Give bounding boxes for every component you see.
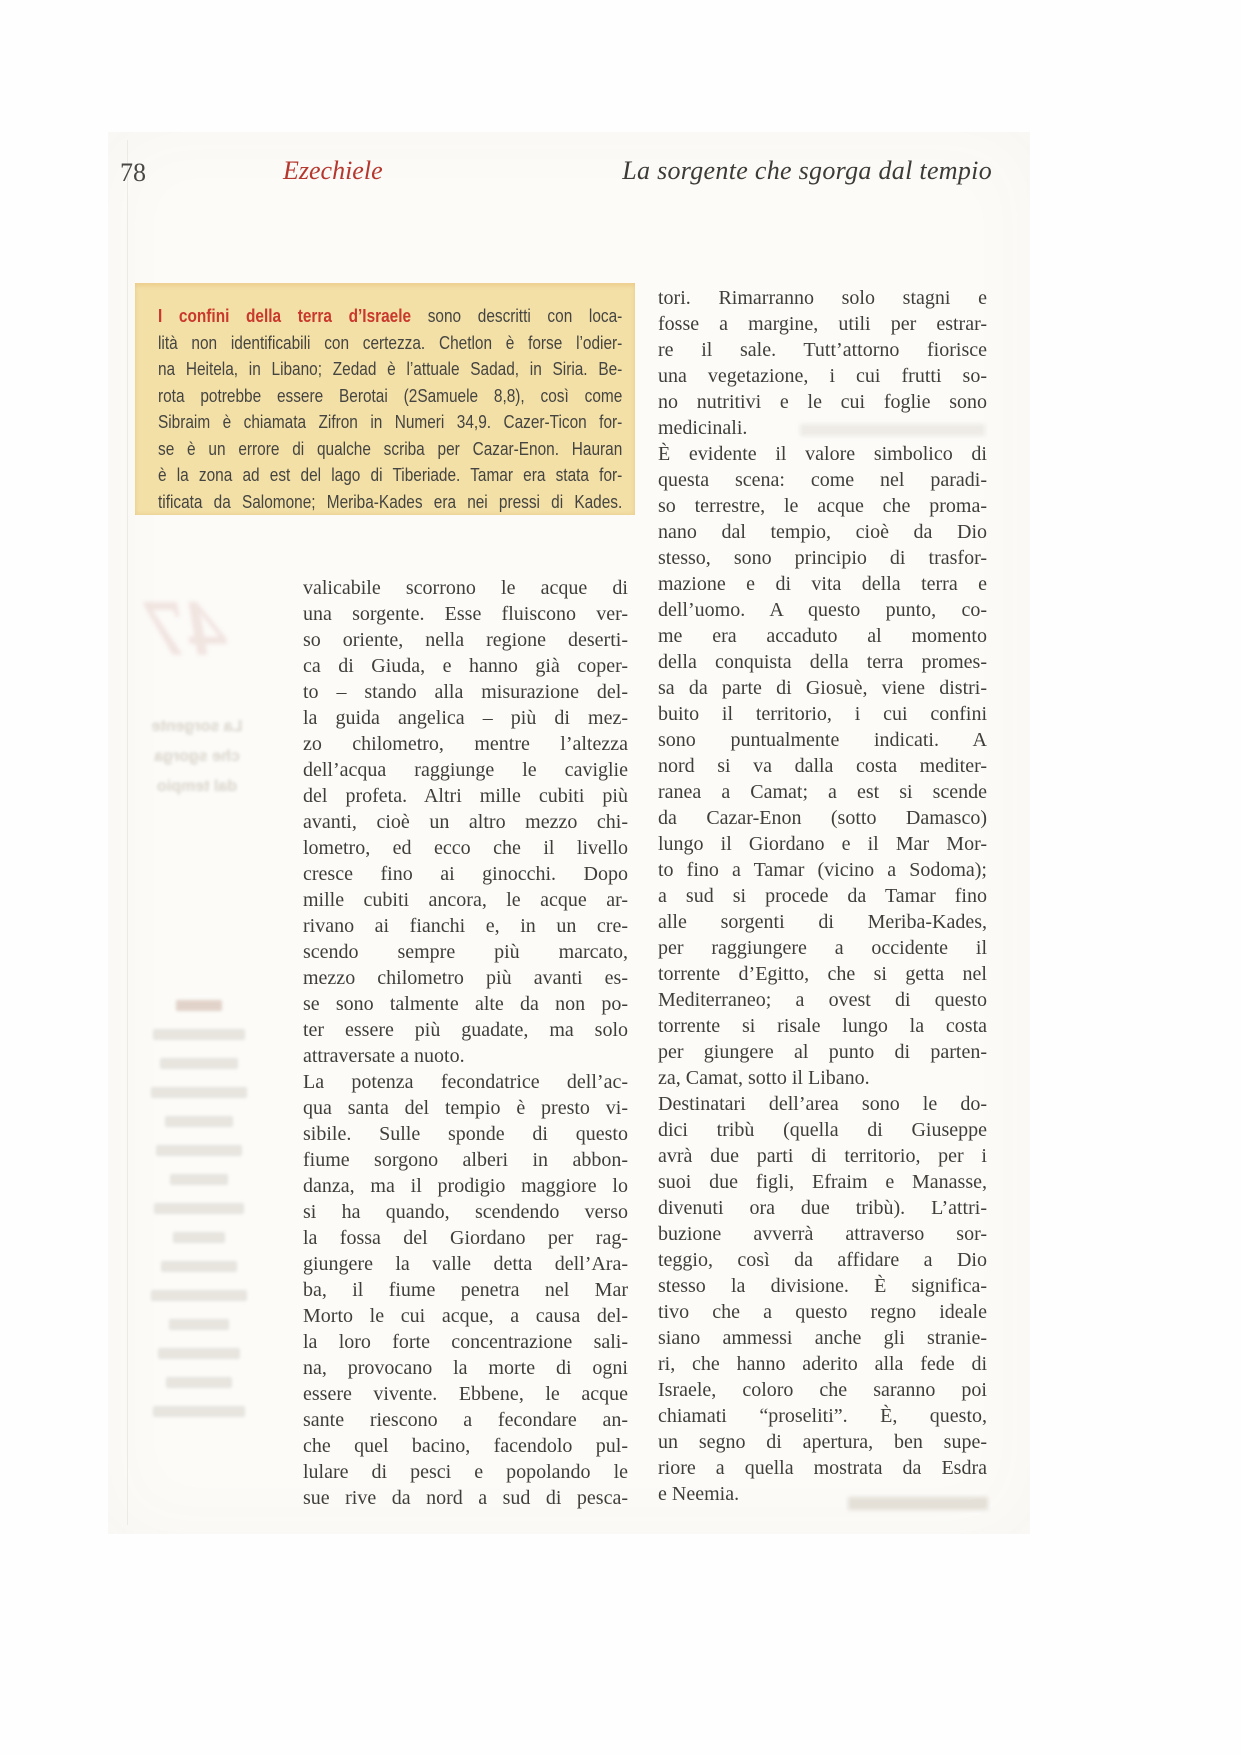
text-line: mazione e di vita della terra e [658,573,987,595]
text-line: cresce fino ai ginocchi. Dopo [303,863,628,885]
text-line: della conquista della terra promes- [658,651,987,673]
text-line: tori. Rimarranno solo stagni e [658,287,987,309]
text-line: giungere la valle detta dell’Ara- [303,1253,628,1275]
text-line: siano ammessi anche gli stranie- [658,1327,987,1349]
text-line: mille cubiti ancora, le acque ar- [303,889,628,911]
text-line: Morto le cui acque, a causa del- [303,1305,628,1327]
text-line: ranea a Camat; a est si scende [658,781,987,803]
column-right [658,285,987,1507]
text-line: ri, che hanno aderito alla fede di [658,1353,987,1375]
text-line: mezzo chilometro più avanti es- [303,967,628,989]
text-line: questa scena: come nel paradi- [658,469,987,491]
text-line: nano dal tempio, cioè da Dio [658,521,987,543]
text-line: danza, ma il prodigio maggiore lo [303,1175,628,1197]
section-title: La sorgente che sgorga dal tempio [622,156,992,185]
infobox-lines [158,303,622,515]
text-line: alle sorgenti di Meriba-Kades, [658,911,987,933]
text-line: no nutritivi e le cui foglie sono [658,391,987,413]
text-line: qua santa del tempio è presto vi- [303,1097,628,1119]
text-line: a sud si procede da Tamar fino [658,885,987,907]
ghost-text-bar [153,1029,245,1040]
ghost-text-bar [166,1377,232,1388]
text-line: buzione avverrà attraverso sor- [658,1223,987,1245]
text-line: avanti, cioè un altro mezzo chi- [303,811,628,833]
infobox-line: tificata da Salomone; Meriba-Kades era nei pressi di Kades. [158,491,623,512]
ghost-text-bar [151,1290,247,1301]
text-line: ba, il fiume penetra nel Mar [303,1279,628,1301]
text-line: tivo che a questo regno ideale [658,1301,987,1323]
text-line: sue rive da nord a sud di pesca- [303,1487,628,1509]
ghost-text-bar [173,1232,225,1243]
text-line: ca di Giuda, e hanno già coper- [303,655,628,677]
text-line: rivano ai fianchi e, in un cre- [303,915,628,937]
text-line: sa da parte di Giosuè, viene distri- [658,677,987,699]
ghost-text-bar [176,1000,222,1011]
ghost-title-line: La sorgente [151,718,243,735]
text-line: se sono talmente alte da non po- [303,993,628,1015]
text-line: attraversate a nuoto. [303,1045,465,1067]
infobox-line: lità non identificabili con certezza. Chetlon è forse l’odier- [158,332,623,353]
infobox-line: è la zona ad est del lago di Tiberiade. Tamar era stata for- [158,465,623,485]
ghost-text-bar [170,1174,228,1185]
ghost-text-bar [153,1406,245,1417]
text-line: fosse a margine, utili per estrar- [658,313,987,335]
infobox [135,283,635,515]
ghost-text-bar [151,1087,247,1098]
infobox-line: Sibraim è chiamata Zifron in Numeri 34,9. Cazer-Ticon for- [158,412,623,432]
text-line: del profeta. Altri mille cubiti più [303,785,628,807]
text-line: lometro, ed ecco che il livello [303,837,628,859]
text-line: so oriente, nella regione deserti- [303,629,628,651]
text-line: lungo il Giordano e il Mar Mor- [658,833,987,855]
ghost-text-bar [154,1203,244,1214]
ghost-text-bar [156,1145,242,1156]
text-line: re il sale. Tutt’attorno fiorisce [658,339,987,361]
text-line: sibile. Sulle sponde di questo [303,1123,628,1145]
text-line: sante riescono a fecondare an- [303,1409,628,1431]
infobox-line: na Heitela, in Libano; Zedad è l’attuale Sadad, in Siria. Be- [158,359,623,379]
text-line: la guida angelica – più di mez- [303,707,628,729]
text-line: nord si va dalla costa mediter- [658,755,987,777]
text-line: valicabile scorrono le acque di [303,577,628,599]
text-line: to – stando alla misurazione del- [303,681,628,703]
text-line: divenuti ora due tribù). L’attri- [658,1197,987,1219]
text-line: suoi due figli, Efraim e Manasse, [658,1171,987,1193]
infobox-lead: I confini della terra d’Israele [158,306,412,326]
text-line: stesso la divisione. È significa- [658,1275,987,1297]
ghost-text-bar [160,1058,238,1069]
text-line: buito il territorio, i cui confini [658,703,987,725]
text-line: e Neemia. [658,1483,740,1505]
infobox-line: rota potrebbe essere Berotai (2Samuele 8,8), così come [158,385,623,406]
text-line: si ha quando, scendendo verso [303,1201,628,1223]
text-line: dell’acqua raggiunge le caviglie [303,759,628,781]
text-line: essere vivente. Ebbene, le acque [303,1383,628,1405]
text-line: dell’uomo. A questo punto, co- [658,599,987,621]
text-line: to fino a Tamar (vicino a Sodoma); [658,859,987,881]
text-line: Destinatari dell’area sono le do- [658,1093,987,1115]
text-line: Mediterraneo; a ovest di questo [658,989,987,1011]
text-line: stesso, sono principio di trasfor- [658,547,987,569]
text-line: La potenza fecondatrice dell’ac- [303,1071,628,1093]
text-line: za, Camat, sotto il Libano. [658,1067,870,1089]
text-line: ter essere più guadate, ma solo [303,1019,628,1041]
ghost-text-bar [169,1319,229,1330]
text-line: per giungere al punto di parten- [658,1041,987,1063]
text-line: sono puntualmente indicati. A [658,729,987,751]
text-line: chiamati “proseliti”. È, questo, [658,1405,987,1427]
text-line: scendo sempre più marcato, [303,941,628,963]
infobox-line: se è un errore di qualche scriba per Cazar-Enon. Hauran [158,438,623,459]
text-line: zo chilometro, mentre l’altezza [303,733,628,755]
infobox-line: I confini della terra d’Israele sono descritti con loca- [158,306,623,326]
text-line: fiume sorgono alberi in abbon- [303,1149,628,1171]
text-line: torrente si risale lungo la costa [658,1015,987,1037]
text-line: na, provocano la morte di ogni [303,1357,628,1379]
ghost-page-number: 47 [146,585,226,673]
text-line: avrà due parti di territorio, per i [658,1145,987,1167]
ghost-text-bar [158,1348,240,1359]
text-line: medicinali. [658,417,748,439]
text-line: È evidente il valore simbolico di [658,443,987,465]
chapter-title: Ezechiele [283,156,383,185]
text-line: so terrestre, le acque che proma- [658,495,987,517]
page-number: 78 [120,158,146,187]
text-line: una vegetazione, i cui frutti so- [658,365,987,387]
ghost-title-line: dal tempio [157,778,238,795]
text-line: teggio, così da affidare a Dio [658,1249,987,1271]
ghost-title-line: che sgorga [154,748,240,765]
text-line: dici tribù (quella di Giuseppe [658,1119,987,1141]
text-line: per raggiungere a occidente il [658,937,987,959]
text-line: Israele, coloro che saranno poi [658,1379,987,1401]
text-line: che quel bacino, facendolo pul- [303,1435,628,1457]
text-line: una sorgente. Esse fluiscono ver- [303,603,628,625]
text-line: torrente d’Egitto, che si getta nel [658,963,987,985]
text-line: me era accaduto al momento [658,625,987,647]
ghost-lines [128,1000,270,1435]
text-line: la loro forte concentrazione sali- [303,1331,628,1353]
text-line: lulare di pesci e popolando le [303,1461,628,1483]
text-line: un segno di apertura, ben supe- [658,1431,987,1453]
text-line: da Cazar-Enon (sotto Damasco) [658,807,987,829]
ghost-text-bar [165,1116,233,1127]
ghost-text-bar [161,1261,237,1272]
column-left [303,575,628,1511]
text-line: riore a quella mostrata da Esdra [658,1457,987,1479]
text-line: la fossa del Giordano per rag- [303,1227,628,1249]
ghost-title [126,712,268,802]
